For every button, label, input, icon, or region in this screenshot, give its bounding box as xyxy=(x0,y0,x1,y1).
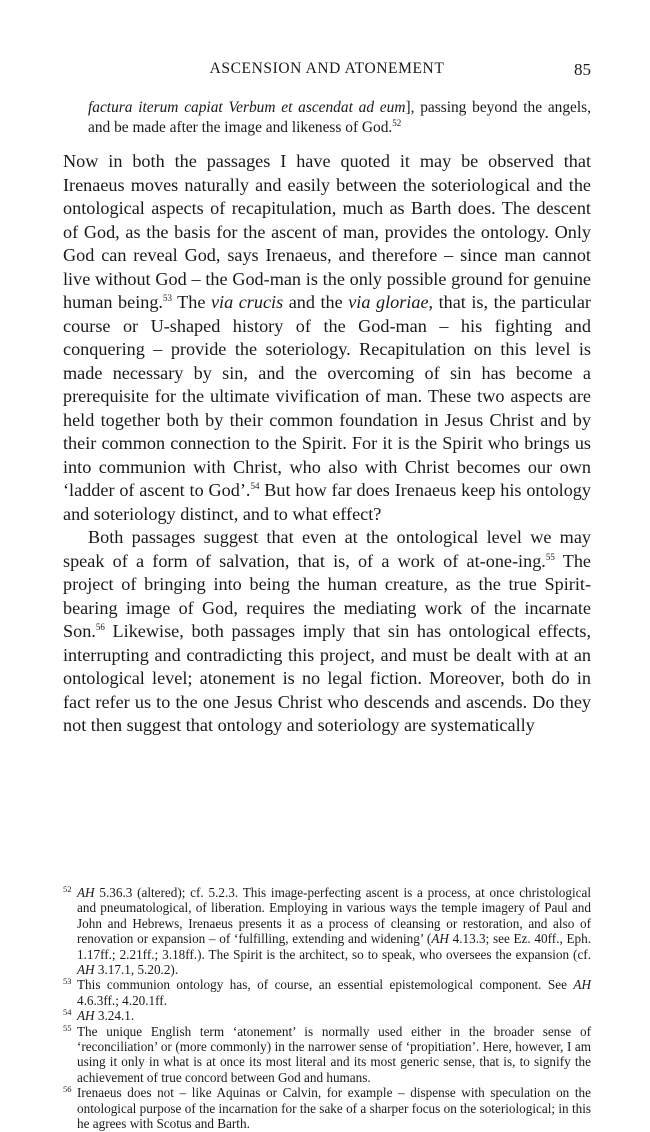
footnote-number: 55 xyxy=(63,1022,72,1033)
running-head: ASCENSION AND ATONEMENT xyxy=(209,60,445,77)
quote-latin-phrase: factura iterum capiat Verbum et ascendat ad eum xyxy=(88,99,406,116)
italic-phrase: via crucis xyxy=(210,292,284,312)
page-header xyxy=(63,60,591,84)
footnote-text: 3.24.1. xyxy=(94,1008,135,1024)
abbreviation: AH xyxy=(431,931,449,947)
footnote-text: 5.36.3 (altered); cf. 5.2.3. This image-perfecting ascent is a process, at once christological and pneumatological, of liberation. Employing in various ways the temple imagery of Paul and John and Hebrews, Irenaeus presents it as a process of cleansing or restoration, and also of renovation or expansion – of ‘fulfilling, extending and widening’ ( xyxy=(77,885,591,947)
footnote xyxy=(63,1008,591,1023)
footnote-number: 53 xyxy=(63,976,72,987)
quote-text: ], passing beyond the angels, and be made after the image and likeness of God. xyxy=(88,99,591,136)
abbreviation: AH xyxy=(77,885,95,900)
footnote-ref[interactable]: 54 xyxy=(250,480,260,491)
paragraph xyxy=(63,526,591,738)
block-quote xyxy=(88,98,591,138)
text-run: The xyxy=(171,292,211,312)
book-page xyxy=(63,0,591,1132)
footnote-text: 4.6.3ff.; 4.20.1ff. xyxy=(77,992,167,1008)
body-text xyxy=(63,150,591,738)
footnote-ref[interactable]: 53 xyxy=(162,292,172,303)
page-number: 85 xyxy=(574,60,591,79)
footnote-number: 54 xyxy=(63,1007,72,1018)
text-run: The project of bringing into being the human creature, as the true Spirit-bearing image of God, requires the mediating work of the incarnate Son. xyxy=(63,550,591,641)
abbreviation: AH xyxy=(77,962,95,978)
italic-phrase: via gloriae xyxy=(348,292,429,312)
paragraph xyxy=(63,150,591,526)
footnote xyxy=(63,977,591,1008)
text-run: Now in both the passages I have quoted it may be observed that Irenaeus moves naturally and easily between the soteriological and the ontological aspects of recapitulation, much as Barth does. The descent of God, as the basis for the ascent of man, provides the ontology. Only God can reveal God, says Irenaeus, and therefore – since man cannot live without God – the God-man is the only possible ground for genuine human being. xyxy=(63,151,591,312)
footnote xyxy=(63,885,591,977)
text-run: , that is, the particular course or U-shaped history of the God-man – his fighting and conquering – provide the soteriology. Recapitulation on this level is made necessary by sin, and the overcoming of sin has become a prerequisite for the ultimate vivification of man. These two aspects are held together both by their common foundation in Jesus Christ and by their common connection to the Spirit. For it is the Spirit who brings us into communion with Christ, who also with Christ becomes our own ‘ladder of ascent to God’. xyxy=(63,292,591,500)
footnote-text: This communion ontology has, of course, an essential epistemological component. See xyxy=(77,977,574,993)
footnote xyxy=(63,1085,591,1131)
footnote xyxy=(63,1024,591,1086)
footnote-text: 4.13.3; see Ez. 40ff., Eph. 1.17ff.; 2.21ff.; 3.18ff.). The Spirit is the architect, so to speak, who oversees the expansion (cf. xyxy=(77,931,591,962)
footnote-text: 3.17.1, 5.20.2). xyxy=(94,962,179,978)
footnote-number: 52 xyxy=(63,884,72,894)
footnote-ref[interactable]: 52 xyxy=(392,117,402,128)
abbreviation: AH xyxy=(573,977,591,993)
footnote-text: The unique English term ‘atonement’ is normally used either in the broader sense of ‘reconciliation’ or (more commonly) in the narrower sense of ‘propitiation’. Here, however, I am using it only in what is at once its most literal and its most generic sense, that is, to signify the achievement of true concord between God and humans. xyxy=(77,1023,591,1085)
abbreviation: AH xyxy=(77,1008,95,1024)
footnote-ref[interactable]: 56 xyxy=(95,621,105,632)
footnote-number: 56 xyxy=(63,1084,72,1095)
footnotes xyxy=(63,885,591,1132)
footnote-text: Irenaeus does not – like Aquinas or Calvin, for example – dispense with speculation on the ontological purpose of the incarnation for the sake of a sharper focus on the soteriological; in this he agrees with Scotus and Barth. xyxy=(77,1085,591,1132)
text-run: But how far does Irenaeus keep his ontology and soteriology distinct, and to what effect? xyxy=(63,480,591,524)
text-run: and the xyxy=(283,292,349,312)
text-run: Likewise, both passages imply that sin has ontological effects, interrupting and contradicting this project, and must be dealt with at an ontological level; atonement is no legal fiction. Moreover, both do in fact refer us to the one Jesus Christ who descends and ascends. Do they not then suggest that ontology and soteriology are systematically xyxy=(63,621,591,735)
text-run: Both passages suggest that even at the ontological level we may speak of a form of salvation, that is, of a work of at-one-ing. xyxy=(63,527,591,571)
footnote-ref[interactable]: 55 xyxy=(545,551,555,562)
